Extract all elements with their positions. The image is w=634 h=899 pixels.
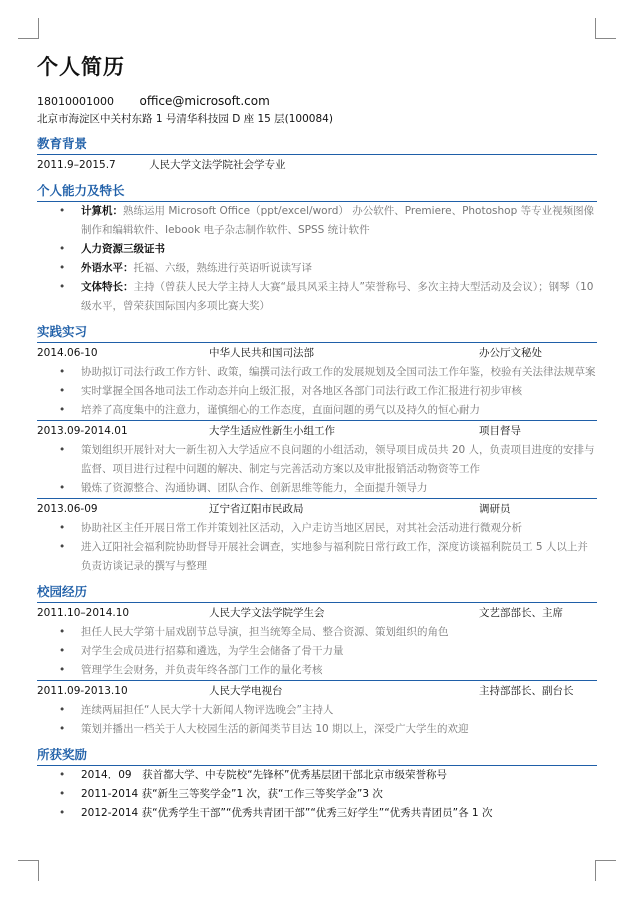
entry-period: 2011.09-2013.10: [37, 685, 128, 697]
entry-bullets: [37, 623, 597, 680]
award-item: • 2011-2014 获“新生三等奖学金”1 次，获“工作三等奖学金”3 次: [59, 785, 597, 804]
entry-period: 2013.09-2014.01: [37, 425, 128, 437]
entry-organization: 辽宁省辽阳市民政局: [209, 503, 304, 515]
bullet-item: • 管理学生会财务，并负责年终各部门工作的量化考核: [59, 661, 597, 680]
postal-address: 北京市海淀区中关村东路 1 号清华科技园 D 座 15 层(100084): [37, 113, 333, 125]
resume-title: 个人简历: [37, 55, 125, 79]
email-address: office@microsoft.com: [139, 94, 270, 108]
skill-item: [59, 240, 597, 259]
award-item: • 2014．09 获首都大学、中专院校“先锋杯”优秀基层团干部北京市级荣誉称号: [59, 766, 597, 785]
entry-bullets: [37, 363, 597, 420]
crop-mark-top-right: [595, 18, 616, 39]
entry-bullets: [37, 701, 597, 739]
skill-text: 托福、六级，熟练进行英语听说读写译: [133, 262, 312, 274]
entry-role: 文艺部部长、主席: [479, 607, 563, 619]
entry-organization: 大学生适应性新生小组工作: [209, 425, 335, 437]
entry-header: [37, 603, 597, 623]
education-detail: 人民大学文法学院社会学专业: [149, 159, 286, 171]
section-title-internship: 实践实习: [37, 322, 597, 343]
section-title-awards: 所获奖励: [37, 745, 597, 766]
skills-list: [37, 202, 597, 316]
entry-header: [37, 421, 597, 441]
entry-role: 主持部部长、副台长: [479, 685, 574, 697]
skill-item: [59, 202, 597, 240]
phone-number: 18010001000: [37, 95, 114, 108]
bullet-item: • 协助拟订司法行政工作方针、政策，编撰司法行政工作的发展规划及全国司法工作年鉴，校验有关法律法规草案: [59, 363, 597, 382]
entry-period: 2013.06-09: [37, 503, 98, 515]
bullet-item: • 连续两届担任“人民大学十大新闻人物评选晚会”主持人: [59, 701, 597, 720]
skill-label: 外语水平：: [81, 262, 134, 274]
section-title-campus: 校园经历: [37, 582, 597, 603]
bullet-item: • 进入辽阳社会福利院协助督导开展社会调查，实地参与福利院日常行政工作，深度访谈福利院员工 5 人以上并负责访谈记录的撰写与整理: [59, 538, 597, 576]
entry-role: 调研员: [479, 503, 511, 515]
entry-bullets: [37, 441, 597, 498]
skill-item: [59, 259, 597, 278]
award-item: • 2012-2014 获“优秀学生干部”“优秀共青团干部”“优秀三好学生”“优秀共青团员”各 1 次: [59, 804, 597, 823]
entry-organization: 人民大学文法学院学生会: [209, 607, 325, 619]
crop-mark-top-left: [18, 18, 39, 39]
entry-organization: 人民大学电视台: [209, 685, 283, 697]
entry-role: 办公厅文秘处: [479, 347, 542, 359]
entry-bullets: [37, 519, 597, 576]
entry-period: 2014.06-10: [37, 347, 98, 359]
bullet-item: • 实时掌握全国各地司法工作动态并向上级汇报，对各地区各部门司法行政工作汇报进行初步审核: [59, 382, 597, 401]
skill-text: 主持（曾获人民大学主持人大赛“最具风采主持人”荣誉称号、多次主持大型活动及会议）；钢琴（10 级水平，曾荣获国际国内多项比赛大奖）: [81, 281, 594, 312]
entry-period: 2011.10–2014.10: [37, 607, 130, 619]
entry-header: [37, 499, 597, 519]
crop-mark-bottom-left: [18, 860, 39, 881]
education-period: 2011.9–2015.7: [37, 159, 116, 171]
bullet-item: • 锻炼了资源整合、沟通协调、团队合作、创新思维等能力，全面提升领导力: [59, 479, 597, 498]
bullet-item: • 培养了高度集中的注意力，谨慎细心的工作态度，直面问题的勇气以及持久的恒心耐力: [59, 401, 597, 420]
bullet-item: • 策划并播出一档关于人大校园生活的新闻类节目达 10 期以上，深受广大学生的欢迎: [59, 720, 597, 739]
entry-header: [37, 681, 597, 701]
section-title-skills: 个人能力及特长: [37, 181, 597, 202]
skill-label: 人力资源三级证书: [81, 243, 165, 255]
entry-header: [37, 343, 597, 363]
bullet-item: • 策划组织开展针对大一新生初入大学适应不良问题的小组活动，领导项目成员共 20 人，负责项目进度的安排与监督、项目进行过程中问题的解决、制定与完善活动方案以及审批报销活动物资等工作: [59, 441, 597, 479]
entry-role: 项目督导: [479, 425, 521, 437]
education-row: [37, 155, 597, 175]
section-title-education: 教育背景: [37, 134, 597, 155]
skill-text: 熟练运用 Microsoft Office（ppt/excel/word） 办公软件、Premiere、Photoshop 等专业视频图像制作和编辑软件、Iebook 电子杂志制作软件、SPSS 统计软件: [81, 205, 595, 236]
awards-list: [37, 766, 597, 823]
bullet-item: • 担任人民大学第十届戏剧节总导演，担当统筹全局、整合资源、策划组织的角色: [59, 623, 597, 642]
bullet-item: • 协助社区主任开展日常工作并策划社区活动，入户走访当地区居民，对其社会活动进行微观分析: [59, 519, 597, 538]
bullet-item: • 对学生会成员进行招募和遴选，为学生会储备了骨干力量: [59, 642, 597, 661]
resume-page: [37, 52, 597, 823]
skill-label: 文体特长：: [81, 281, 134, 293]
entry-organization: 中华人民共和国司法部: [209, 347, 314, 359]
contact-line: [37, 92, 597, 110]
skill-item: [59, 278, 597, 316]
skill-label: 计算机：: [81, 205, 123, 217]
crop-mark-bottom-right: [595, 860, 616, 881]
